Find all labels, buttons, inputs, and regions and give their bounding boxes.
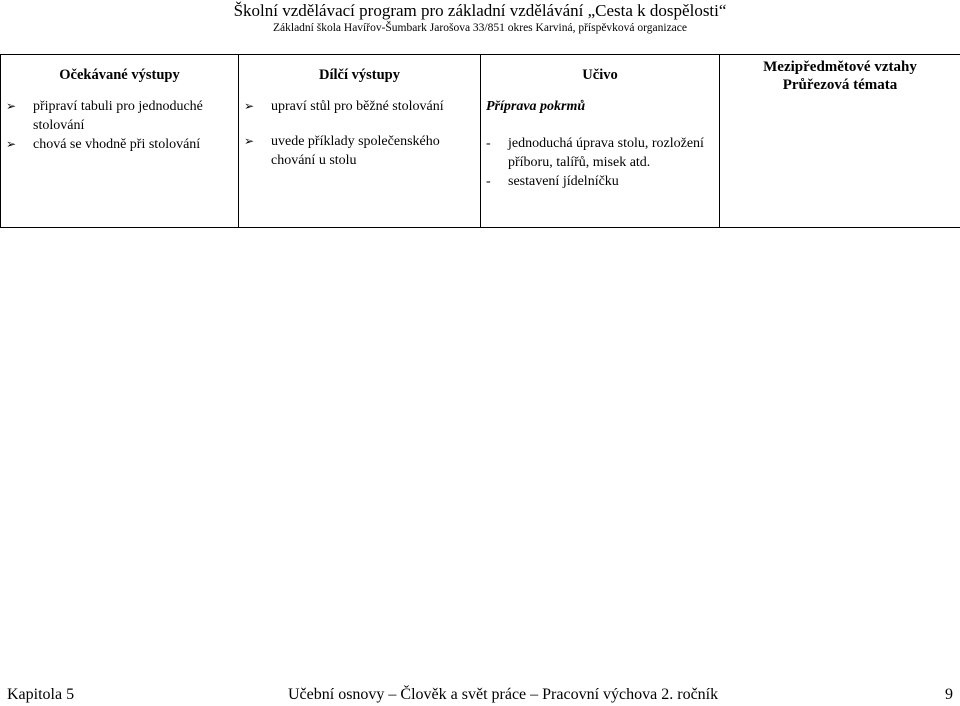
document-title: Školní vzdělávací program pro základní vzdělávání „Cesta k dospělosti“ <box>233 1 727 20</box>
list-item: ➢ upraví stůl pro běžné stolování <box>244 99 444 114</box>
table-row <box>1 94 960 228</box>
footer-chapter: Kapitola 5 <box>7 686 75 703</box>
cross-curricular-cell <box>720 94 960 228</box>
list-item: - sestavení jídelníčku <box>486 174 619 189</box>
arrow-bullet-icon: ➢ <box>244 99 255 113</box>
curriculum-heading: Příprava pokrmů <box>486 99 586 114</box>
arrow-bullet-icon: ➢ <box>244 134 255 148</box>
page-number: 9 <box>945 686 953 703</box>
arrow-bullet-icon: ➢ <box>6 99 17 113</box>
column-header-partial-outputs: Dílčí výstupy <box>239 55 481 95</box>
curriculum-table <box>0 54 960 228</box>
partial-outputs-cell <box>239 94 481 228</box>
footer-title: Učební osnovy – Člověk a svět práce – Pracovní výchova 2. ročník <box>288 686 719 703</box>
list-item: - jednoduchá úprava stolu, rozložení příboru, talířů, misek atd. <box>486 136 704 170</box>
curriculum-cell <box>481 94 720 228</box>
list-item: ➢ chová se vhodně při stolování <box>6 137 201 152</box>
column-header-relations: Mezipředmětové vztahy <box>763 59 917 75</box>
list-item: ➢ uvede příklady společenského chování u stolu <box>244 134 440 168</box>
column-header-curriculum: Učivo <box>481 55 720 95</box>
list-item: ➢ připraví tabuli pro jednoduché stolování <box>6 99 203 133</box>
school-name: Základní škola Havířov-Šumbark Jarošova 33/851 okres Karviná, příspěvková organizace <box>273 22 687 34</box>
page-footer <box>0 685 960 705</box>
column-header-themes: Průřezová témata <box>782 77 898 93</box>
page-header <box>0 0 960 35</box>
table-header-row <box>1 55 960 95</box>
column-header-cross-curricular <box>720 55 960 95</box>
expected-outputs-cell <box>1 94 239 228</box>
arrow-bullet-icon: ➢ <box>6 137 17 151</box>
column-header-expected-outputs: Očekávané výstupy <box>1 55 239 95</box>
